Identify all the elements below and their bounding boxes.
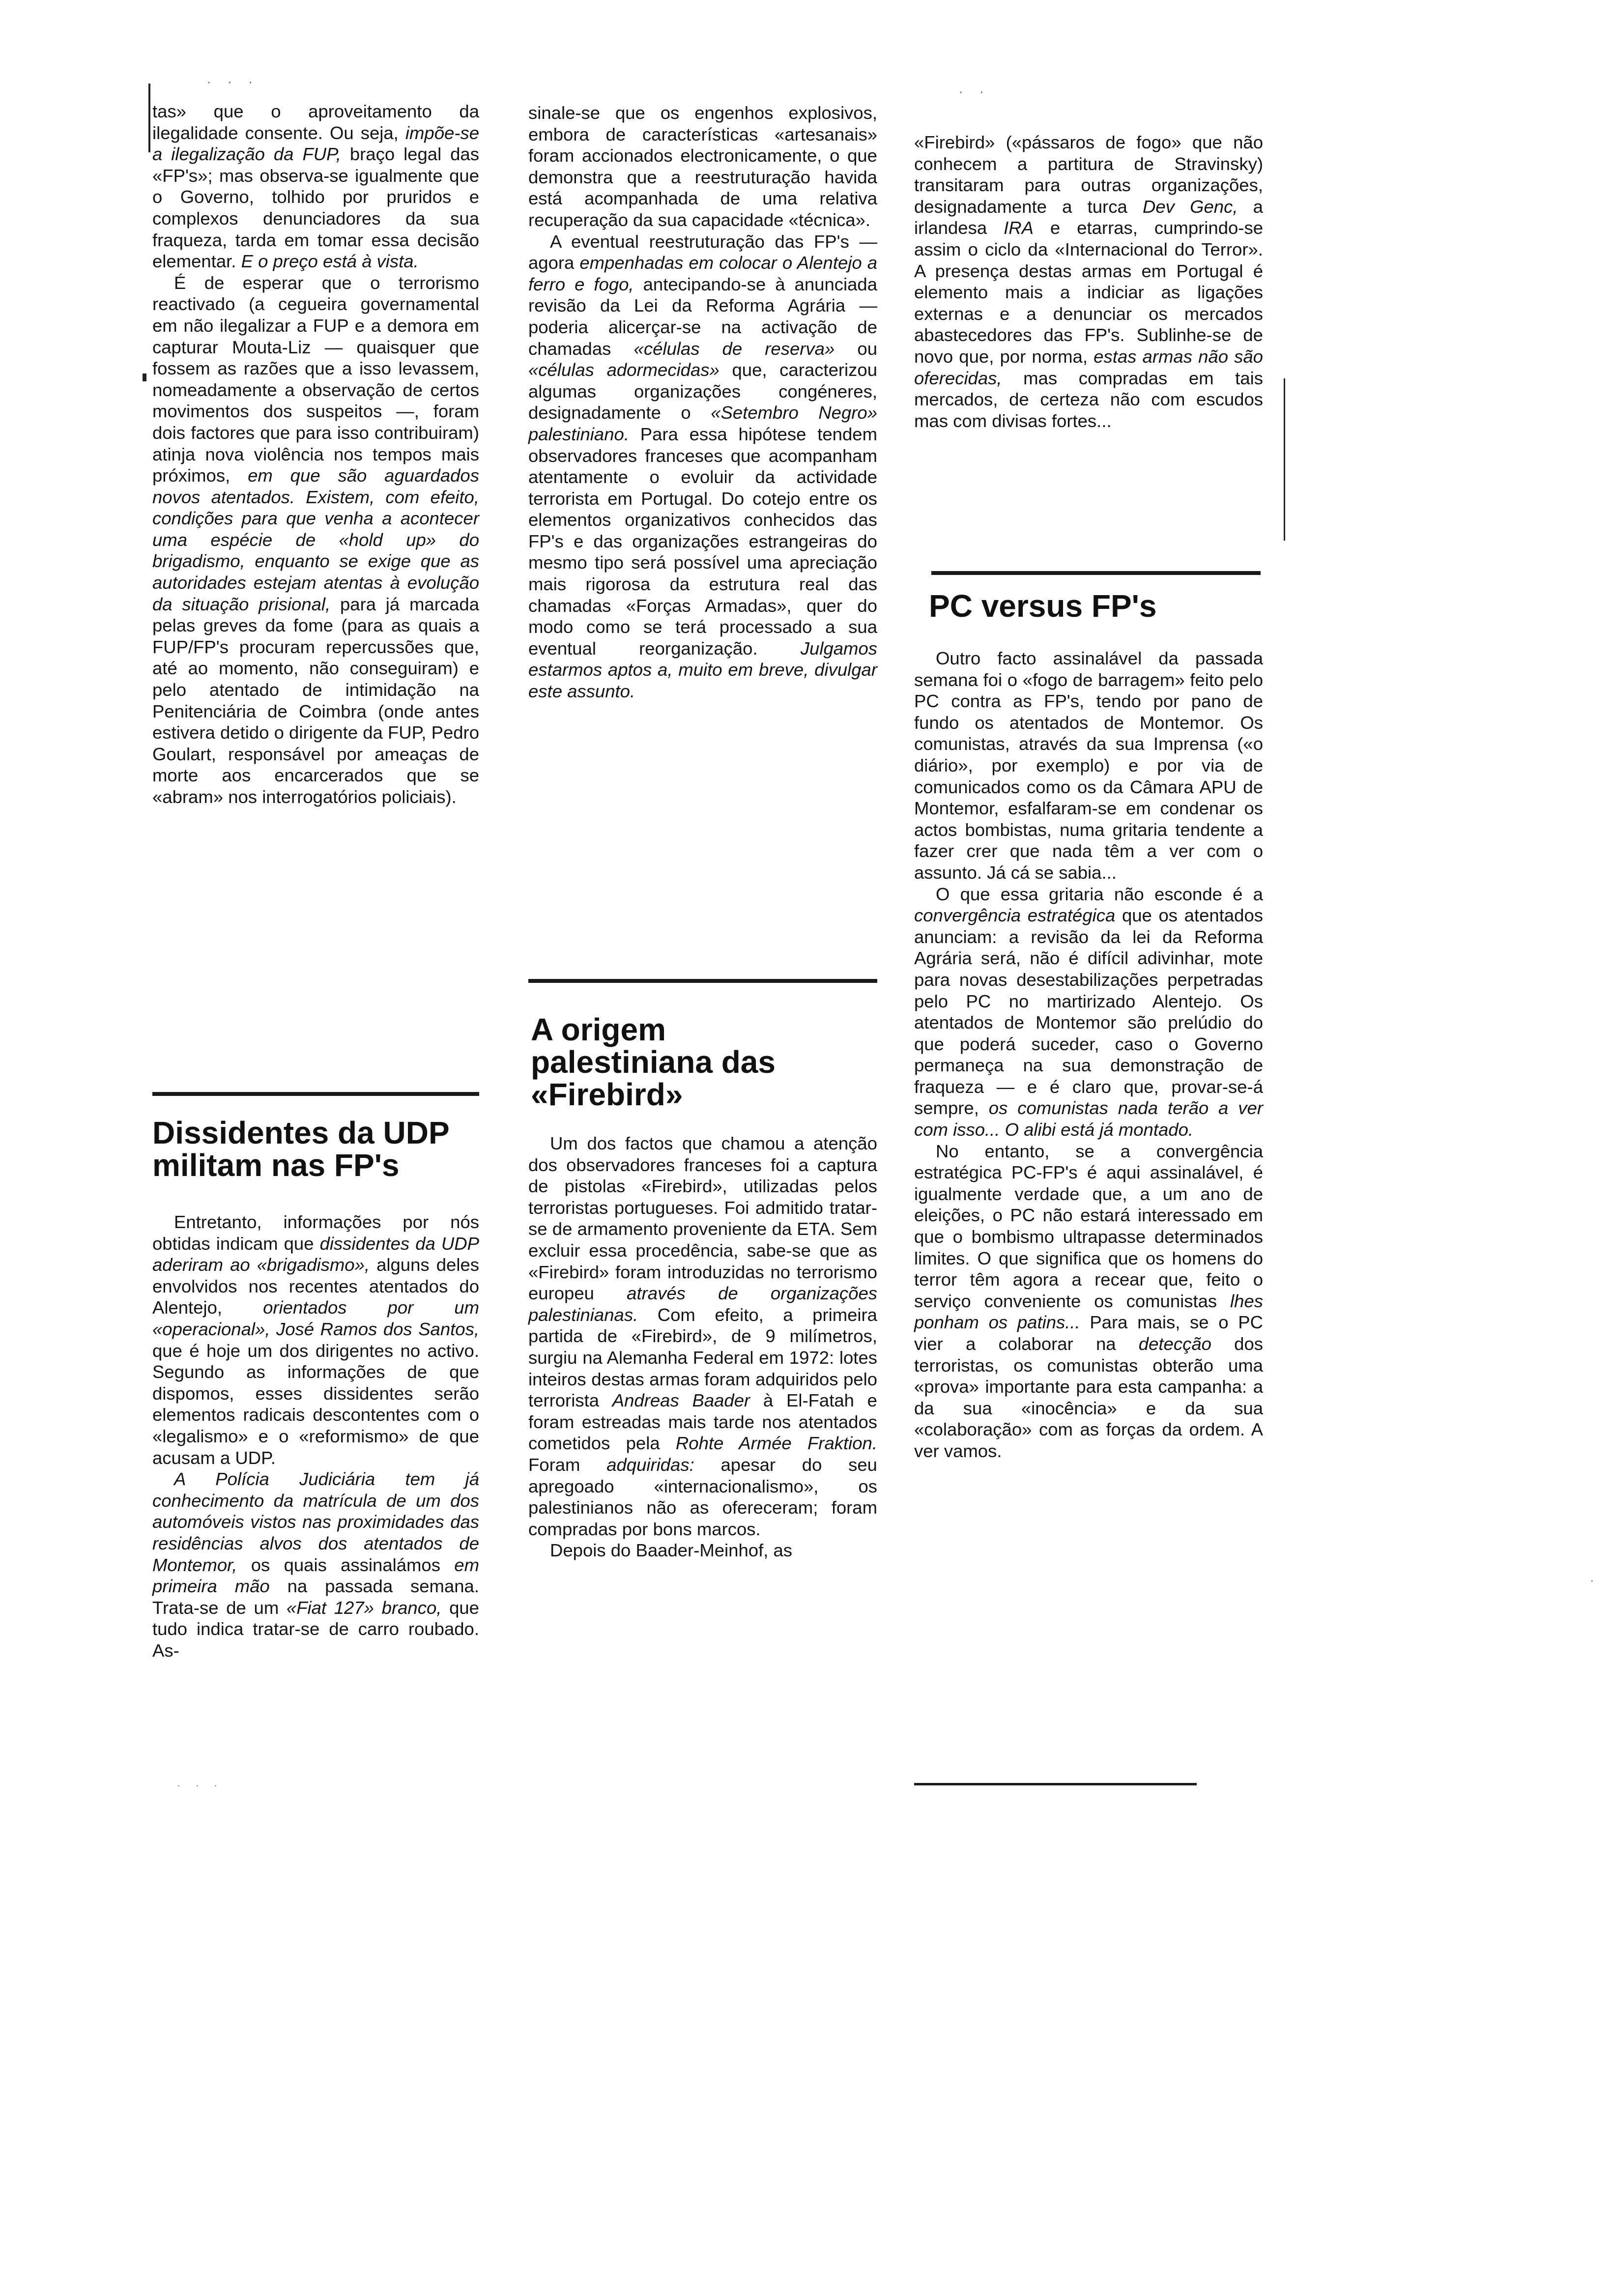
firebird-headline: A origem palestiniana das «Firebird» bbox=[531, 1012, 776, 1112]
udp-headline: Dissidentes da UDP militam nas FP's bbox=[152, 1115, 449, 1183]
pc-headline: PC versus FP's bbox=[929, 588, 1157, 624]
pc-paragraph-3: No entanto, se a convergência estratégica PC-FP's é aqui assinalável, é igualmente verdade que, a um ano de eleições, o PC não estará interessado em que o bombismo ultrapasse determinados limites. O que significa que os homens do terror têm agora a recear que, feito o serviço conveniente os comunistas lhes ponham os patins... Para mais, se o PC vier a colaborar na detecção dos terroristas, os comunistas obterão uma «prova» importante para esta campanha: a da sua «inocência» e da sua «colaboração» com as forças da ordem. A ver vamos. bbox=[914, 1141, 1264, 1461]
scan-specks-right: · bbox=[1590, 1573, 1600, 1587]
udp-paragraph-2: A Polícia Judiciária tem já conhecimento da matrícula de um dos automóveis vistos nas proximidades das residências alvos dos atentados de Montemor, os quais assinalámos em primeira mão na passada semana. Trata-se de um «Fiat 127» branco, que tudo indica tratar-se de carro roubado. As- bbox=[152, 1469, 479, 1661]
left-margin-tick bbox=[143, 373, 146, 381]
firebird-paragraph-1: Um dos factos que chamou a atenção dos observadores franceses foi a captura de pistolas «Firebird», utilizadas pelos terroristas portugueses. Foi admitido tratar-se de armamento proveniente da ETA. Sem excluir essa procedência, sabe-se que as «Firebird» foram introduzidas no terrorismo europeu através de organizações palestinianas. Com efeito, a primeira partida de «Firebird», de 9 milímetros, surgiu na Alemanha Federal em 1972: lotes inteiros destas armas foram adquiridos pelo terrorista Andreas Baader à El-Fatah e foram estreadas mais tarde nos atentados cometidos pela Rohte Armée Fraktion. Foram adquiridas: apesar do seu apregoado «internacionalismo», os palestinianos não as ofereceram; foram compradas por bons marcos. bbox=[528, 1133, 878, 1539]
firebird-section-rule bbox=[528, 979, 877, 983]
udp-paragraph-1: Entretanto, informações por nós obtidas indicam que dissidentes da UDP aderiram ao «brigadismo», alguns deles envolvidos nos recentes atentados do Alentejo, orientados por um «operacional», José Ramos dos Santos, que é hoje um dos dirigentes no activo. Segundo as informações de que dispomos, esses dissidentes serão elementos radicais descontentes com o «legalismo» e o «reformismo» de que acusam a UDP. bbox=[152, 1212, 479, 1468]
col3-paragraph-1: «Firebird» («pássaros de fogo» que não conhecem a partitura de Stravinsky) transitaram para outras organizações, designadamente a turca Dev Genc, a irlandesa IRA e etarras, cumprindo-se assim o ciclo da «Internacional do Terror». A presença destas armas em Portugal é elemento mais a indiciar as ligações externas e a denunciar os mercados abastecedores das FP's. Sublinhe-se de novo que, por norma, estas armas não são oferecidas, mas compradas em tais mercados, de certeza não com escudos mas com divisas fortes... bbox=[914, 132, 1263, 431]
right-margin-bar bbox=[1284, 378, 1285, 541]
col1-paragraph-2: É de esperar que o terrorismo reactivado (a cegueira governamental em não ilegalizar a FUP e a demora em capturar Mouta-Liz — quaisquer que fossem as razões que a isso levassem, nomeadamente a observação de certos movimentos dos suspeitos —, foram dois factores que para isso contribuiram) atinja nova violência nos tempos mais próximos, em que são aguardados novos atentados. Existem, com efeito, condições para que venha a acontecer uma espécie de «hold up» do brigadismo, enquanto se exige que as autoridades estejam atentas à evolução da situação prisional, para já marcada pelas greves da fome (para as quais a FUP/FP's procuram repercussões que, até ao momento, não conseguiram) e pelo atentado de intimidação na Penitenciária de Coimbra (onde antes estivera detido o dirigente da FUP, Pedro Goulart, responsável por ameaças de morte aos encarcerados que se «abram» nos interrogatórios policiais). bbox=[152, 272, 479, 807]
scan-specks-top: · · · bbox=[206, 74, 259, 90]
firebird-paragraph-2: Depois do Baader-Meinhof, as bbox=[550, 1540, 793, 1561]
col1-paragraph-1: tas» que o aproveitamento da ilegalidade consente. Ou seja, impõe-se a ilegalização da FUP, braço legal das «FP's»; mas observa-se igualmente que o Governo, tolhido por pruridos e complexos denunciadores da sua fraqueza, tarda em tomar essa decisão elementar. E o preço está à vista. bbox=[152, 101, 479, 272]
pc-section-rule bbox=[931, 571, 1261, 575]
pc-article-body bbox=[914, 648, 1263, 1462]
left-margin-bar bbox=[148, 84, 150, 152]
pc-paragraph-2: O que essa gritaria não esconde é a convergência estratégica que os atentados anunciam: a revisão da lei da Reforma Agrária será, não é difícil adivinhar, mote para novas desestabilizações perpetradas pelo PC no martirizado Alentejo. Os atentados de Montemor são prelúdio do que poderá suceder, caso o Governo permaneça na sua demonstração de fraqueza — e é claro que, provar-se-á sempre, os comunistas nada terão a ver com isso... O alibi está já montado. bbox=[914, 884, 1263, 1140]
udp-section-rule bbox=[152, 1092, 479, 1096]
udp-article-body bbox=[152, 1211, 479, 1661]
column-2-top bbox=[528, 102, 877, 702]
pc-end-rule bbox=[914, 1783, 1197, 1785]
scan-specks-corner: · · bbox=[958, 84, 990, 100]
col2-paragraph-2: A eventual reestruturação das FP's — agora empenhadas em colocar o Alentejo a ferro e fogo, antecipando-se à anunciada revisão da Lei da Reforma Agrária — poderia alicerçar-se na activação de chamadas «células de reserva» ou «células adormecidas» que, caracterizou algumas organizações congéneres, designadamente o «Setembro Negro» palestiniano. Para essa hipótese tendem observadores franceses que acompanham atentamente o evoluir da actividade terrorista em Portugal. Do cotejo entre os elementos organizativos conhecidos das FP's e das organizações estrangeiras do mesmo tipo será possível uma apreciação mais rigorosa da estrutura real das chamadas «Forças Armadas», quer do modo como se terá processado a sua eventual reorganização. Julgamos estarmos aptos a, muito em breve, divulgar este assunto. bbox=[528, 231, 878, 702]
pc-paragraph-1: Outro facto assinalável da passada semana foi o «fogo de barragem» feito pelo PC contra as FP's, tendo por pano de fundo os atentados de Montemor. Os comunistas, através da sua Imprensa («o diário», por exemplo) e por via de comunicados como os da Câmara APU de Montemor, esfalfaram-se em condenar os actos bombistas, numa gritaria tendente a fazer crer que nada têm a ver com o assunto. Já cá se sabia... bbox=[914, 648, 1263, 883]
col2-paragraph-1: sinale-se que os engenhos explosivos, embora de características «artesanais» foram accionados electronicamente, o que demonstra que a reestruturação havida está acompanhada de uma relativa recuperação da sua capacidade «técnica». bbox=[528, 103, 877, 230]
column-1-top bbox=[152, 101, 479, 808]
scan-specks-footer: · · · bbox=[177, 1779, 224, 1791]
firebird-article-body bbox=[528, 1133, 877, 1561]
column-3-top bbox=[914, 132, 1263, 431]
